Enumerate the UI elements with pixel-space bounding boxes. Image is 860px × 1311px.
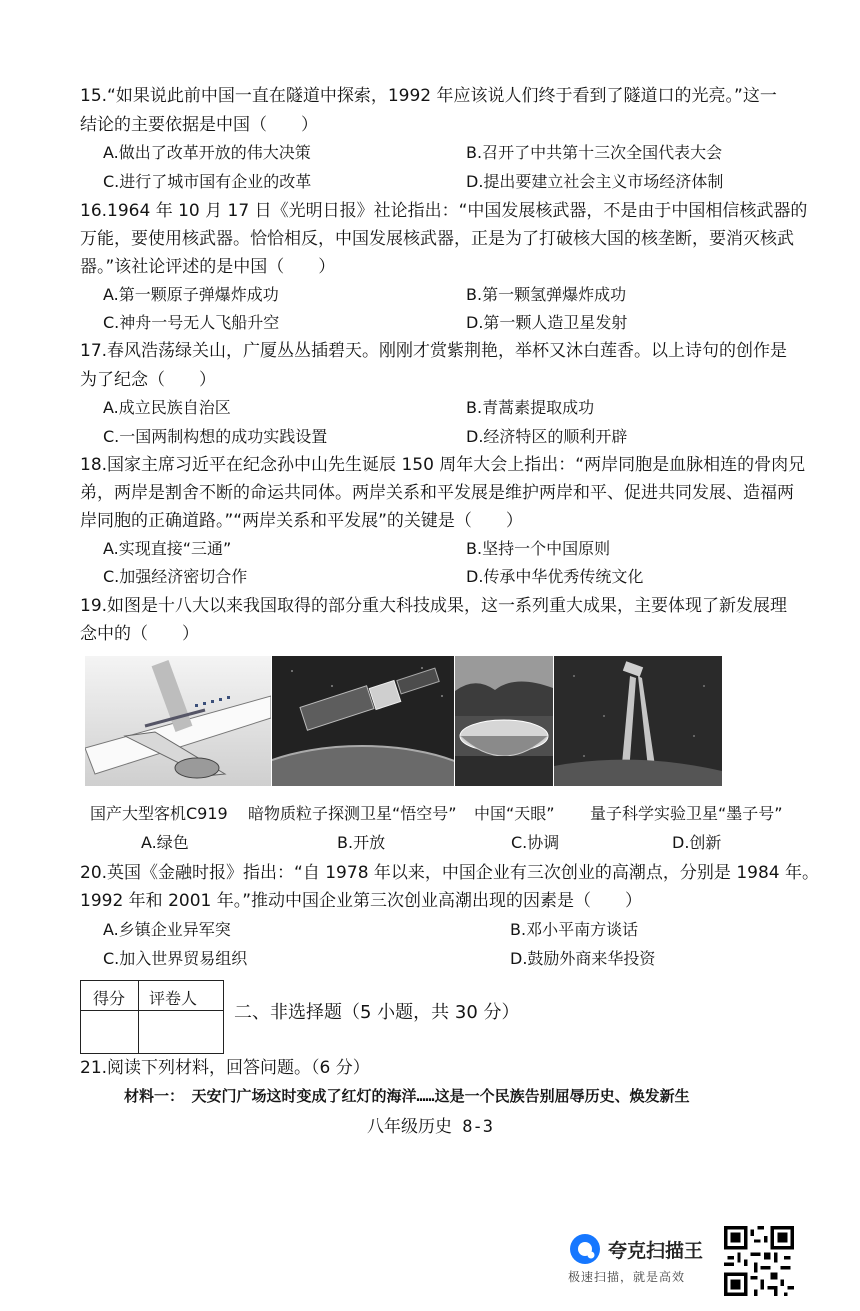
q17-option-d: D.经济特区的顺利开辟 [466, 427, 628, 446]
q19-stem-line1: 19.如图是十八大以来我国取得的部分重大科技成果，这一系列重大成果，主要体现了新发展理 [80, 596, 788, 616]
brand-slogan: 极速扫描，就是高效 [568, 1270, 686, 1284]
q16-stem-line2: 万能，要使用核武器。恰恰相反，中国发展核武器，正是为了打破核大国的核垄断，要消灭核武 [80, 229, 794, 249]
q20-option-c: C.加入世界贸易组织 [103, 949, 248, 968]
q19-option-c: C.协调 [511, 833, 560, 852]
reviewer-label: 评卷人 [149, 989, 198, 1008]
q21-stem: 21.阅读下列材料，回答问题。（6 分） [80, 1058, 370, 1078]
caption-mozi: 量子科学实验卫星“墨子号” [590, 804, 783, 823]
q17-option-b: B.青蒿素提取成功 [466, 398, 595, 417]
q20-stem-line2: 1992 年和 2001 年。”推动中国企业第三次创业高潮出现的因素是（ ） [80, 891, 643, 911]
q19-option-a: A.绿色 [141, 833, 189, 852]
caption-tianyan: 中国“天眼” [474, 804, 555, 823]
q20-stem-line1: 20.英国《金融时报》指出：“自 1978 年以来，中国企业有三次创业的高潮点，分别是 1984 年。 [80, 863, 819, 883]
q15-option-a: A.做出了改革开放的伟大决策 [103, 143, 311, 162]
q16-stem-line3: 器。”该社论评述的是中国（ ） [80, 257, 336, 277]
wukong-satellite-photo [272, 656, 454, 786]
section-title: 二、非选择题（5 小题，共 30 分） [234, 1002, 520, 1023]
page-footer: 八年级历史 8-3 [367, 1117, 493, 1137]
caption-wukong: 暗物质粒子探测卫星“悟空号” [248, 804, 457, 823]
q15-option-d: D.提出要建立社会主义市场经济体制 [466, 172, 724, 191]
q18-option-a: A.实现直接“三通” [103, 539, 232, 558]
q15-stem-line2: 结论的主要依据是中国（ ） [80, 115, 318, 135]
q21-material-one: 材料一： 天安门广场这时变成了红灯的海洋……这是一个民族告别屈辱历史、焕发新生 [124, 1087, 690, 1105]
q18-stem-line1: 18.国家主席习近平在纪念孙中山先生诞辰 150 周年大会上指出：“两岸同胞是血脉相连的骨肉兄 [80, 455, 806, 475]
q18-stem-line2: 弟，两岸是割舍不断的命运共同体。两岸关系和平发展是维护两岸和平、促进共同发展、造福两 [80, 483, 794, 503]
q18-option-b: B.坚持一个中国原则 [466, 539, 611, 558]
brand-name: 夸克扫描王 [608, 1240, 704, 1262]
q20-option-a: A.乡镇企业异军突 [103, 920, 231, 939]
q19-stem-line2: 念中的（ ） [80, 624, 199, 644]
q19-option-d: D.创新 [672, 833, 722, 852]
scanner-watermark [566, 1232, 716, 1292]
q20-option-d: D.鼓励外商来华投资 [510, 949, 656, 968]
q18-option-c: C.加强经济密切合作 [103, 567, 248, 586]
q17-option-c: C.一国两制构想的成功实践设置 [103, 427, 328, 446]
q15-option-c: C.进行了城市国有企业的改革 [103, 172, 312, 191]
score-box [80, 980, 224, 1054]
q17-stem-line1: 17.春风浩荡绿关山，广厦丛丛插碧天。刚刚才赏紫荆艳，举杯又沐白莲香。以上诗句的创作是 [80, 341, 788, 361]
q16-option-b: B.第一颗氢弹爆炸成功 [466, 285, 627, 304]
quark-logo-icon [568, 1232, 602, 1266]
score-label: 得分 [93, 989, 126, 1008]
q15-stem-line1: 15.“如果说此前中国一直在隧道中探索，1992 年应该说人们终于看到了隧道口的光亮。”这一 [80, 86, 777, 106]
fast-telescope-photo [455, 656, 553, 786]
q16-stem-line1: 16.1964 年 10 月 17 日《光明日报》社论指出：“中国发展核武器，不是由于中国相信核武器的 [80, 201, 808, 221]
q16-option-c: C.神舟一号无人飞船升空 [103, 313, 280, 332]
q16-option-a: A.第一颗原子弹爆炸成功 [103, 285, 279, 304]
q18-option-d: D.传承中华优秀传统文化 [466, 567, 644, 586]
q17-option-a: A.成立民族自治区 [103, 398, 231, 417]
qr-code-icon [724, 1226, 794, 1296]
c919-airliner-photo [85, 656, 271, 786]
q19-option-b: B.开放 [337, 833, 386, 852]
q18-stem-line3: 岸同胞的正确道路。”“两岸关系和平发展”的关键是（ ） [80, 511, 523, 531]
micius-satellite-photo [554, 656, 722, 786]
q15-option-b: B.召开了中共第十三次全国代表大会 [466, 143, 723, 162]
caption-c919: 国产大型客机C919 [90, 804, 228, 823]
q20-option-b: B.邓小平南方谈话 [510, 920, 639, 939]
q17-stem-line2: 为了纪念（ ） [80, 370, 216, 390]
q16-option-d: D.第一颗人造卫星发射 [466, 313, 628, 332]
